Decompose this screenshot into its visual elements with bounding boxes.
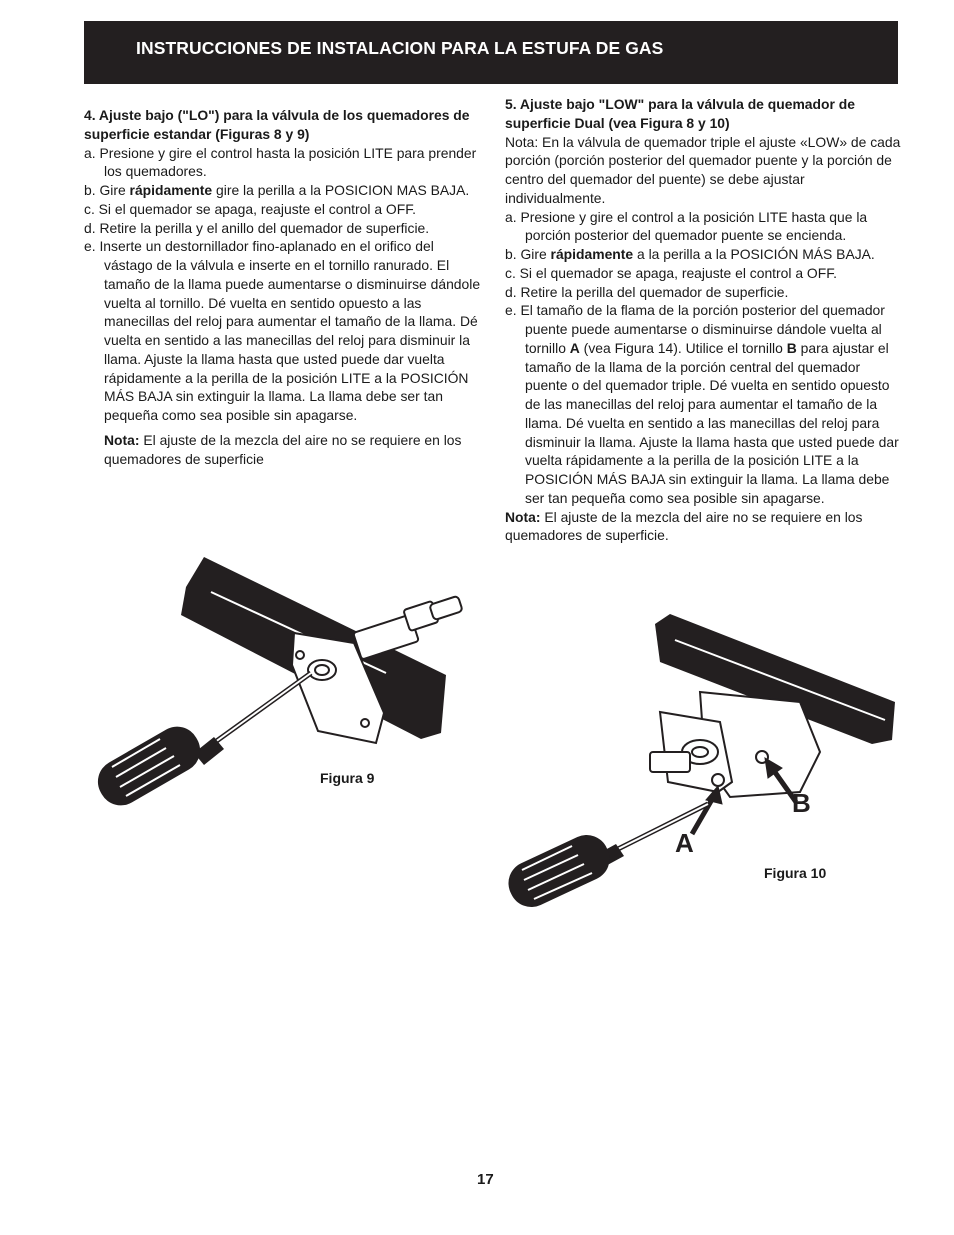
note-text: El ajuste de la mezcla del aire no se requiere en los quemadores de superficie. bbox=[505, 508, 863, 544]
step-5e bbox=[505, 301, 905, 507]
figure-10-caption: Figura 10 bbox=[764, 865, 827, 881]
section-5 bbox=[505, 95, 905, 545]
step-5e-part1: e. El tamaño de la flama de la porción posterior del quemador puente puede aumentarse o disminuirse dándole vuelta al tornillo bbox=[505, 302, 885, 356]
step-5b-post: a la perilla a la POSICIÓN MÁS BAJA. bbox=[633, 246, 875, 262]
screw-b-ref: B bbox=[786, 339, 797, 356]
step-5a: a. Presione y gire el control a la posición LITE hasta que la porción posterior del quemador puente se encienda. bbox=[505, 208, 868, 244]
label-b: B bbox=[792, 788, 811, 818]
section-4-heading: 4. Ajuste bajo ("LO") para la válvula de los quemadores de superficie estandar (Figuras 8 y 9) bbox=[84, 107, 470, 142]
step-4b-bold: rápidamente bbox=[129, 182, 213, 198]
section-5-note bbox=[505, 508, 905, 546]
step-4d: d. Retire la perilla y el anillo del quemador de superficie. bbox=[84, 219, 430, 236]
step-4b bbox=[84, 181, 484, 200]
figure-9-illustration bbox=[86, 545, 476, 815]
section-4 bbox=[84, 106, 484, 468]
section-5-heading: 5. Ajuste bajo "LOW" para la válvula de quemador de superficie Dual (vea Figura 8 y 10) bbox=[505, 96, 855, 131]
step-4a: a. Presione y gire el control hasta la posición LITE para prender los quemadores. bbox=[84, 144, 477, 180]
step-5d: d. Retire la perilla del quemador de superficie. bbox=[505, 283, 789, 300]
screwdriver bbox=[501, 804, 708, 914]
note-label: Nota: bbox=[104, 431, 140, 448]
step-5e-part3: para ajustar el tamaño de la llama de la porción central del quemador puente o del quemador triple. Dé vuelta en sentido opuesto de las manecillas del reloj para aumentar el tamaño de la llama. Dé vuelta en sentido a las manecillas del reloj para disminuir la llama. Ajuste la llama hasta que usted puede dar vuelta rápidamente a la perilla de la posición LITE a la POSICIÓN MÁS BAJA sin extinguir la llama. La llama debe ser tan pequeña como sea posible sin apagarse. bbox=[525, 339, 899, 506]
note-text: El ajuste de la mezcla del aire no se requiere en los quemadores de superficie bbox=[104, 431, 462, 467]
section-4-note bbox=[84, 431, 484, 469]
section-5-intro: Nota: En la válvula de quemador triple el ajuste «LOW» de cada porción (porción posterior del quemador puente y la porción de centro del quemador del puente) se debe ajustar individualmente. bbox=[505, 133, 901, 206]
figure-10-illustration bbox=[500, 612, 900, 922]
figure-9-caption: Figura 9 bbox=[320, 770, 375, 786]
step-5b-pre: b. Gire bbox=[505, 246, 551, 262]
step-4e: e. Inserte un destornillador fino-aplanado en el orifico del vástago de la válvula e inserte en el tornillo ranurado. El tamaño de la llama puede aumentarse o disminuirse dándole vuelta al tornillo. Dé vuelta en sentido opuesto a las manecillas del reloj para aumentar el tamaño de la llama. Dé vuelta en sentido a las manecillas del reloj para disminuir la llama. Ajuste la llama hasta que usted puede dar vuelta rápidamente a la perilla de la posición LITE a la POSICIÓN MÁS BAJA sin extinguir la llama. La llama debe ser tan pequeña como sea posible sin apagarse. bbox=[84, 238, 481, 423]
step-4b-pre: b. Gire bbox=[84, 182, 130, 198]
page-title: INSTRUCCIONES DE INSTALACION PARA LA ESTUFA DE GAS bbox=[136, 38, 664, 58]
valve-body bbox=[650, 692, 820, 797]
page-number: 17 bbox=[477, 1171, 494, 1188]
step-5b bbox=[505, 245, 905, 264]
screwdriver bbox=[90, 673, 311, 813]
label-a: A bbox=[675, 828, 694, 858]
step-5c: c. Si el quemador se apaga, reajuste el control a OFF. bbox=[505, 264, 838, 281]
step-4b-post: gire la perilla a la POSICION MAS BAJA. bbox=[212, 182, 470, 198]
step-5e-part2: (vea Figura 14). Utilice el tornillo bbox=[579, 339, 787, 356]
step-4c: c. Si el quemador se apaga, reajuste el control a OFF. bbox=[84, 200, 417, 217]
note-label: Nota: bbox=[505, 508, 541, 525]
step-5b-bold: rápidamente bbox=[550, 246, 634, 262]
screw-a-ref: A bbox=[569, 339, 580, 356]
